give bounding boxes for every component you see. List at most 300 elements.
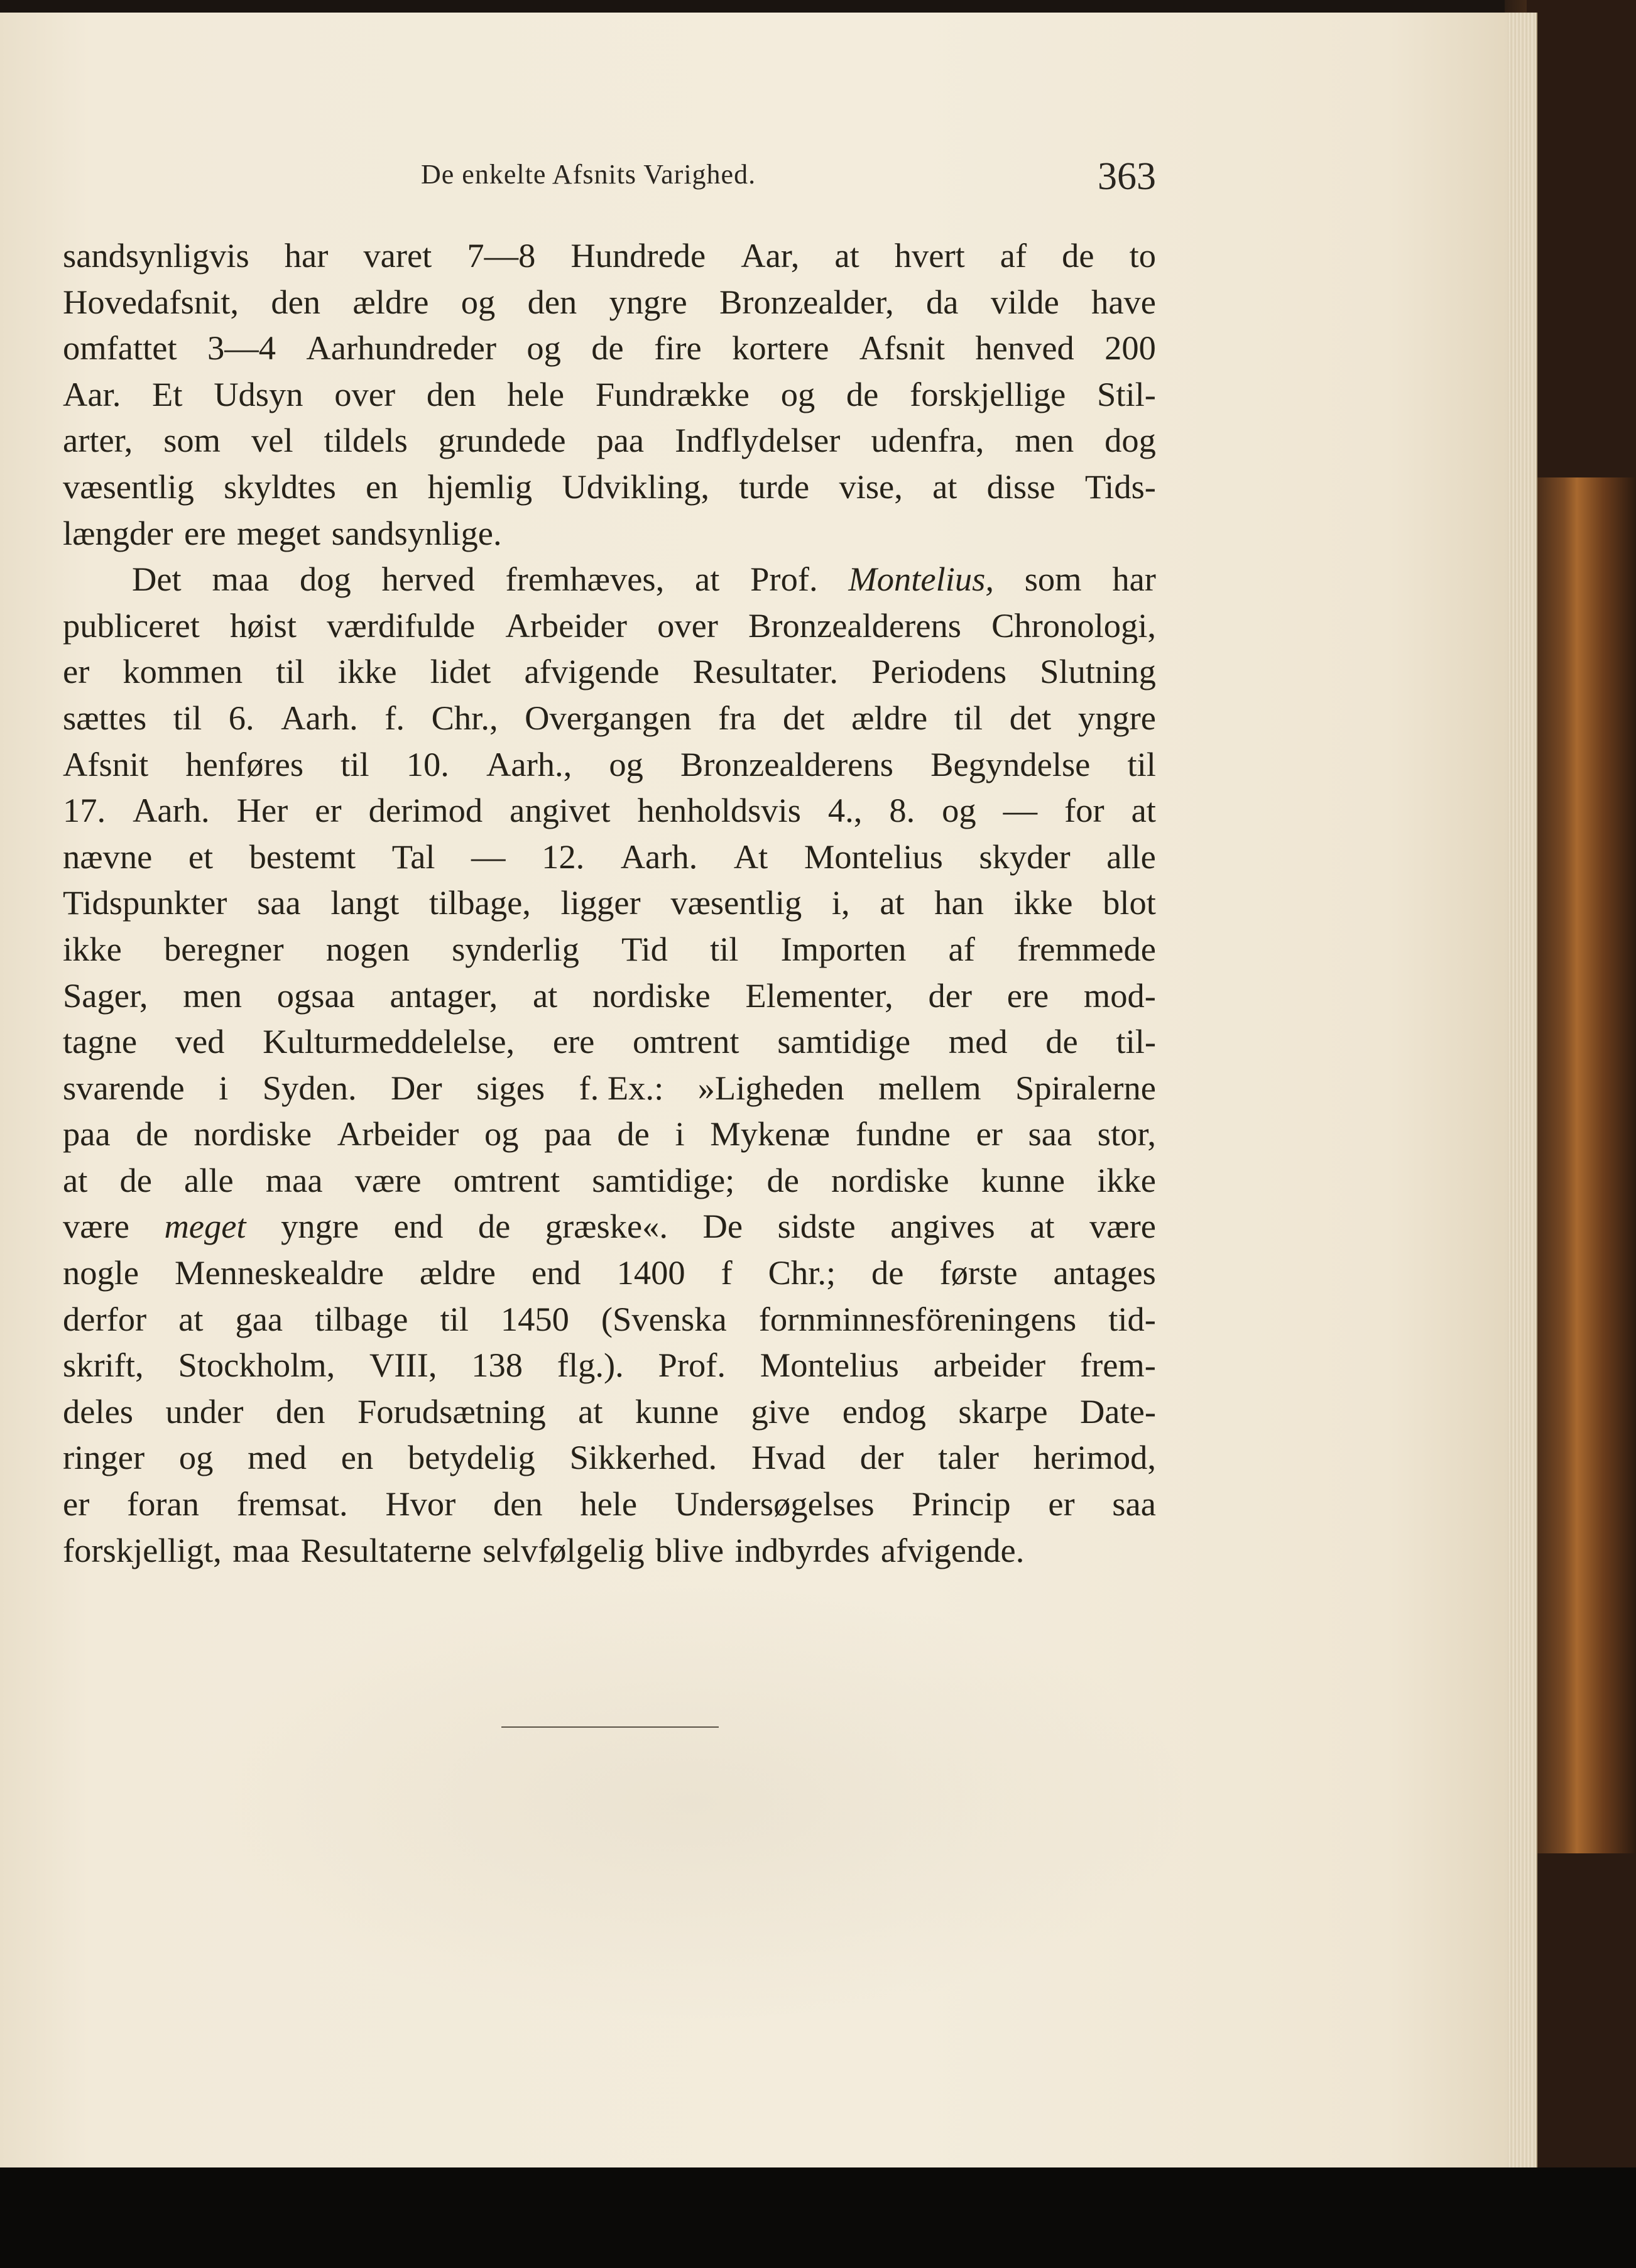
word: ogsaa [276,976,355,1015]
scan-top-border [0,0,1520,14]
word: er [315,791,342,830]
word: ved [175,1022,225,1061]
word: langt [330,883,400,922]
word: blot [1103,883,1156,922]
word: flg.). [557,1346,624,1385]
word: Fundrække [595,374,750,413]
word: Det [132,560,182,599]
word: at [63,1160,88,1199]
word: som [1024,560,1082,599]
text-line [63,556,1156,602]
word: Syden. [262,1068,357,1107]
word: skrift, [63,1346,144,1385]
word: Aarh. [620,837,698,876]
word: være [63,1207,129,1246]
word: et [188,837,214,876]
word: værdifulde [327,606,476,645]
text-line [63,787,1156,834]
word: Et [152,374,183,413]
word: endog [842,1392,926,1431]
word: tilbage [315,1299,408,1338]
word: 7—8 [467,236,536,275]
word: ringer [63,1438,145,1477]
word: Spiralerne [1015,1068,1156,1107]
word: selvfølgelig [483,1530,645,1569]
word: er [1048,1485,1075,1524]
word: bestemt [249,837,356,876]
word: til [954,698,983,737]
word: sandsynligvis [63,236,249,275]
word: ikke [1097,1160,1156,1199]
word: 17. [63,791,106,830]
text-line [63,1157,1156,1204]
word: hjemlig [427,467,533,506]
page-header [63,155,1156,209]
word: som [163,421,221,460]
word: skarpe [958,1392,1048,1431]
word: kommen [123,652,243,691]
text-line [63,973,1156,1019]
word: til [276,652,305,691]
word: de [1062,236,1094,275]
word: ældre [419,1253,496,1292]
word: væsentlig [670,883,802,922]
word: der [859,1438,904,1477]
word: Tid [621,929,668,968]
body-text [63,232,1156,1573]
word: henved [975,329,1074,368]
word: give [751,1392,810,1431]
text-line [63,1065,1156,1111]
word: de [136,1115,168,1153]
word: indbyrdes [734,1530,870,1569]
word: Aar. [63,374,121,413]
word: en [366,467,398,506]
word: under [165,1392,244,1431]
word: Stil- [1097,374,1156,413]
word: tilbage, [428,883,531,922]
word: ere [552,1022,595,1061]
word: være [1089,1207,1156,1246]
word: betydelig [408,1438,535,1477]
word: end [531,1253,581,1292]
word: samtidige [777,1022,911,1061]
word: Chr., [431,698,498,737]
text-line [63,1342,1156,1388]
book-cover-top [1527,0,1636,477]
word: Montelius [804,837,943,876]
word: han [934,883,984,922]
word: og [461,282,496,321]
word: 1450 [500,1299,569,1338]
word: af [948,929,975,968]
word: publiceret [63,606,200,645]
word: den [493,1485,543,1524]
word: svarende [63,1068,185,1107]
word: vel [251,421,293,460]
word: Hundrede [570,236,706,275]
word: ikke [1013,883,1073,922]
word: Mykenæ [710,1115,830,1153]
word: af [1000,236,1027,275]
word: have [1091,282,1156,321]
word: Bronzealderens [680,744,893,783]
word: tildels [324,421,408,460]
word: paa [63,1115,111,1153]
word: da [926,282,959,321]
word: kunne [635,1392,719,1431]
word: Resultaterne [300,1530,472,1569]
word: nogle [63,1253,139,1292]
word: og [178,1438,214,1477]
word: antages [1053,1253,1156,1292]
word: Hvad [751,1438,826,1477]
word: Princip [912,1485,1011,1524]
word: beregner [163,929,284,968]
text-line [63,1481,1156,1527]
word: de [477,1207,511,1246]
word: til [1127,744,1156,783]
word: meget [237,513,321,552]
word: saa [257,883,301,922]
word: hele [507,374,565,413]
word: den [426,374,476,413]
word: Slutning [1040,652,1156,691]
word: Bronzealder, [719,282,894,321]
word: dog [1104,421,1156,460]
word: til [173,698,202,737]
word: Kulturmeddelelse, [263,1022,515,1061]
word: Date- [1079,1392,1156,1431]
word: første [939,1253,1018,1292]
word: 200 [1104,329,1156,368]
word: stor, [1097,1115,1156,1153]
word: VIII, [369,1346,437,1385]
word: kunne [981,1160,1065,1199]
word: angivet [510,791,611,830]
word: at [932,467,957,506]
text-line [63,1296,1156,1343]
word: forskjelligt, [63,1530,222,1569]
word: hvert [894,236,965,275]
word: gaa [235,1299,283,1338]
word: Udsyn [214,374,303,413]
word: i [675,1115,685,1153]
word: turde [739,467,810,506]
word: og [942,791,976,830]
text-line [63,1018,1156,1065]
word: længder [63,513,173,552]
word: over [657,606,718,645]
word: grundede [438,421,566,460]
word: ikke [63,929,122,968]
word: maa [265,1160,323,1199]
word: f. Ex.: [579,1068,664,1107]
word: til [440,1299,469,1338]
word: og [780,374,815,413]
word: to [1129,236,1156,275]
text-line [63,1203,1156,1250]
text-line [63,880,1156,926]
word: herimod, [1033,1438,1156,1477]
word: og [526,329,561,368]
word: 1400 [616,1253,685,1292]
word: fremhæves, [505,560,665,599]
text-line [63,510,1156,557]
word: foran [126,1485,199,1524]
word: alle [183,1160,234,1199]
word: fremsat. [236,1485,348,1524]
word: angives [890,1207,995,1246]
word: nordiske [592,976,711,1015]
word: 3—4 [207,329,276,368]
show-through-bleed [188,1583,1194,2023]
word: 12. [542,837,585,876]
text-line [63,1434,1156,1481]
text-line [63,602,1156,649]
word: kortere [732,329,829,368]
word: de [617,1115,650,1153]
word: lidet [430,652,491,691]
word: Tidspunkter [63,883,227,922]
word: sidste [777,1207,856,1246]
text-line [63,325,1156,371]
word: Hovedafsnit, [63,282,239,321]
word: f [721,1253,733,1292]
word: Overgangen [525,698,692,737]
word: — [1003,791,1038,830]
word: Undersøgelses [674,1485,875,1524]
word: det [1009,698,1052,737]
word: Aarh., [486,744,572,783]
word: i [219,1068,229,1107]
word: omtrent [453,1160,560,1199]
word: de [766,1160,799,1199]
word: fundne [855,1115,951,1153]
word: arter, [63,421,133,460]
word: (Svenska [601,1299,727,1338]
word: Prof. [658,1346,726,1385]
book-cover-bottom [1527,1853,1636,2205]
word: at [178,1299,204,1338]
word: nordiske [194,1115,312,1153]
word: siges [476,1068,545,1107]
word: herved [381,560,475,599]
word: med [948,1022,1008,1061]
word: men [183,976,243,1015]
word: samtidige; [592,1160,735,1199]
word: de [871,1253,904,1292]
word: væsentlig [63,467,194,506]
word: varet [363,236,432,275]
word: Arbeider [337,1115,459,1153]
word: være [354,1160,422,1199]
word: de [1045,1022,1078,1061]
word: afvigende [524,652,660,691]
word: skyder [979,837,1071,876]
word: Elementer, [745,976,893,1015]
word: Udvikling, [562,467,710,506]
word: at [880,883,905,922]
word: henholdsvis [637,791,801,830]
word: men [1015,421,1074,460]
word: »Ligheden [697,1068,844,1107]
word: ældre [352,282,429,321]
word: afvigende. [880,1530,1025,1569]
word: derfor [63,1299,147,1338]
word: omtrent [633,1022,739,1061]
section-rule [501,1726,719,1728]
text-line [63,464,1156,510]
word: de [591,329,624,368]
word: paa [544,1115,592,1153]
word: Sager, [63,976,148,1015]
word: nævne [63,837,153,876]
text-line [63,232,1156,279]
word: antager, [390,976,498,1015]
word: til [710,929,739,968]
word: Tal [391,837,435,876]
text-line [63,417,1156,464]
word: synderlig [452,929,579,968]
text-line [63,695,1156,741]
word: til- [1116,1022,1156,1061]
word: at [695,560,720,599]
word: Montelius [760,1346,899,1385]
word: er [63,652,90,691]
word: Chr.; [768,1253,836,1292]
word: Sikkerhed. [569,1438,717,1477]
word: at [834,236,859,275]
text-line [63,1527,1156,1574]
word: Importen [780,929,907,968]
word: disse [986,467,1055,506]
word: 4., [827,791,863,830]
word: den [275,1392,325,1431]
word: Aarh. [133,791,210,830]
word: Indflydelser [675,421,841,460]
word: der [928,976,973,1015]
word: Menneskealdre [175,1253,384,1292]
word: Montelius, [848,560,994,599]
text-line [63,1388,1156,1435]
word: f. [384,698,405,737]
word: saa [1112,1485,1156,1524]
word: og [609,744,643,783]
word: den [271,282,321,321]
word: udenfra, [871,421,984,460]
word: Prof. [750,560,818,599]
word: har [1112,560,1156,599]
word: er [63,1485,90,1524]
word: fire [654,329,702,368]
word: for [1064,791,1104,830]
word: Her [236,791,288,830]
word: at [1131,791,1156,830]
word: de [846,374,879,413]
word: frem- [1079,1346,1156,1385]
word: saa [1028,1115,1072,1153]
word: omfattet [63,329,177,368]
word: 10. [406,744,449,783]
text-line [63,279,1156,325]
word: — [471,837,506,876]
word: høist [230,606,297,645]
word: dog [299,560,351,599]
word: forskjellige [910,374,1066,413]
word: henføres [185,744,304,783]
word: Tids- [1084,467,1156,506]
word: over [334,374,396,413]
word: taler [938,1438,999,1477]
word: Forudsætning [357,1392,546,1431]
text-line [63,1111,1156,1157]
text-line [63,371,1156,418]
word: maa [212,560,270,599]
word: at [532,976,558,1015]
word: ikke [337,652,397,691]
word: Stockholm, [178,1346,335,1385]
word: meget [164,1207,246,1246]
word: græske«. [545,1207,668,1246]
word: 6. [228,698,254,737]
word: Bronzealderens [748,606,961,645]
running-head: De enkelte Afsnits Varighed. [421,159,756,190]
word: tid- [1108,1299,1156,1338]
word: Arbeider [505,606,627,645]
scan-bottom-border [0,2167,1636,2268]
page-number: 363 [1098,155,1156,198]
word: 138 [471,1346,523,1385]
word: tagne [63,1022,138,1061]
word: yngre [609,282,687,321]
word: fra [717,698,756,737]
word: Aarhundreder [306,329,496,368]
word: hele [580,1485,638,1524]
text-line [63,648,1156,695]
word: yngre [1077,698,1156,737]
word: og [484,1115,519,1153]
text-line [63,834,1156,880]
word: deles [63,1392,133,1431]
word: end [393,1207,444,1246]
word: ligger [560,883,641,922]
word: Afsnit [859,329,946,368]
word: til [341,744,369,783]
word: nogen [325,929,410,968]
word: fremmede [1017,929,1156,968]
word: ældre [851,698,928,737]
word: at [1030,1207,1055,1246]
word: med [248,1438,307,1477]
word: alle [1106,837,1156,876]
word: Begyndelse [930,744,1091,783]
word: Aar, [741,236,800,275]
word: ere [184,513,226,552]
word: mellem [878,1068,981,1107]
word: De [702,1207,743,1246]
word: sættes [63,698,147,737]
text-line [63,741,1156,788]
word: fornminnesföreningens [758,1299,1077,1338]
word: Aarh. [281,698,358,737]
word: nordiske [831,1160,949,1199]
text-line [63,1250,1156,1296]
word: Periodens [871,652,1007,691]
word: Resultater. [692,652,839,691]
word: skyldtes [224,467,336,506]
word: Afsnit [63,744,149,783]
